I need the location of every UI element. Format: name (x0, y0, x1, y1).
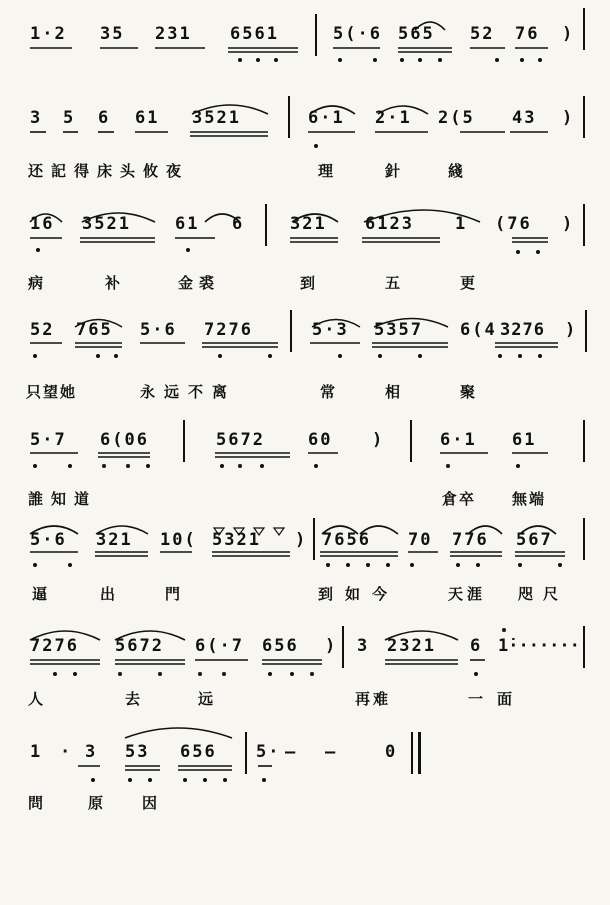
note-group: ) (562, 214, 575, 234)
lyric-text: 永远不离 (140, 383, 237, 401)
lyric-text: 五 (385, 274, 407, 292)
note-group: ) (562, 24, 575, 44)
note-group: ) (565, 320, 578, 340)
note-group: 16 (30, 214, 55, 234)
bar-line (583, 96, 585, 138)
note-group: 0 (385, 742, 398, 762)
note-group: 3521 (82, 214, 131, 234)
lyric-text: 到 (300, 274, 322, 292)
note-group: 656 (262, 636, 299, 656)
notation-row-4 (0, 320, 610, 360)
note-group: 2321 (387, 636, 436, 656)
note-group: 776 (452, 530, 489, 550)
note-group: 6·1 (308, 108, 345, 128)
lyric-row-5 (0, 488, 610, 510)
lyric-text: 相 (385, 383, 407, 401)
lyric-text: 再难 (355, 690, 392, 708)
note-group: 6·1 (440, 430, 477, 450)
note-group: 5·7 (30, 430, 67, 450)
notation-row-6 (0, 530, 610, 570)
note-group: 3 (357, 636, 370, 656)
note-group: 2·1 (375, 108, 412, 128)
note-group: 6 (470, 636, 483, 656)
lyric-row-7 (0, 688, 610, 710)
note-group: 7276 (204, 320, 253, 340)
note-group: 35 (100, 24, 125, 44)
note-group: ) (372, 430, 385, 450)
note-group: 61 (135, 108, 160, 128)
lyric-text: 人 (28, 690, 50, 708)
lyric-text: 去 (125, 690, 147, 708)
note-group: 6561 (230, 24, 279, 44)
note-group: 5·6 (30, 530, 67, 550)
lyric-text: 一面 (468, 690, 527, 708)
note-group: — (325, 742, 336, 762)
notation-row-5 (0, 430, 610, 470)
note-group: ) (295, 530, 308, 550)
note-group: 231 (155, 24, 192, 44)
lyric-text: 綫 (448, 162, 470, 180)
note-group: 6123 (365, 214, 414, 234)
lyric-text: 到如今 (318, 585, 400, 603)
note-group: 6(06 (100, 430, 149, 450)
note-group: 52 (470, 24, 495, 44)
note-group: 6(4 (460, 320, 497, 340)
note-group: 6 (98, 108, 111, 128)
lyric-text: 門 (165, 585, 187, 603)
notation-row-2 (0, 108, 610, 148)
notation-row-7 (0, 636, 610, 676)
bar-line (183, 420, 185, 462)
note-group: 5672 (115, 636, 164, 656)
note-group: 53 (125, 742, 150, 762)
lyric-row-6 (0, 583, 610, 605)
bar-line (585, 310, 587, 352)
note-group: 765 (76, 320, 113, 340)
note-group: ) (325, 636, 338, 656)
bar-line (265, 204, 267, 246)
lyric-text: 無端 (512, 490, 547, 508)
note-group: 6 (232, 214, 245, 234)
note-group: — (285, 742, 296, 762)
note-group: 43 (512, 108, 537, 128)
lyric-text: 出 (100, 585, 122, 603)
notation-row-3 (0, 214, 610, 254)
note-group: 5·3 (312, 320, 349, 340)
bar-line (313, 518, 315, 560)
lyric-row-4 (0, 381, 610, 403)
note-group: 70 (408, 530, 433, 550)
notation-row-8 (0, 742, 610, 782)
lyric-text: 倉卒 (442, 490, 477, 508)
lyric-text: 远 (198, 690, 220, 708)
lyric-text: 誰知道 (28, 490, 98, 508)
note-group: 60 (308, 430, 333, 450)
bar-line (342, 626, 344, 668)
lyric-text: 补 (105, 274, 127, 292)
note-group: 7656 (322, 530, 371, 550)
note-group: 1 (455, 214, 468, 234)
bar-line (288, 96, 290, 138)
note-group: 5 (63, 108, 76, 128)
lyric-text: 咫尺 (518, 585, 569, 603)
bar-line (583, 518, 585, 560)
lyric-text: 因 (142, 794, 164, 812)
lyric-row-2 (0, 160, 610, 182)
note-group: 1 (30, 742, 43, 762)
note-group: 5(·6 (333, 24, 382, 44)
bar-line (245, 732, 247, 774)
lyric-row-3 (0, 272, 610, 294)
note-group: 321 (290, 214, 327, 234)
note-group: 2(5 (438, 108, 475, 128)
final-bar-thick (418, 732, 421, 774)
note-group: 565 (398, 24, 435, 44)
lyric-text: 病 (28, 274, 50, 292)
lyric-text: 問 (28, 794, 50, 812)
note-group: 5357 (374, 320, 423, 340)
note-group: 6(·7 (195, 636, 244, 656)
bar-line (583, 204, 585, 246)
note-group: 61 (175, 214, 200, 234)
note-group: 321 (96, 530, 133, 550)
note-group: 10( (160, 530, 197, 550)
lyric-text: 天涯 (448, 585, 487, 603)
lyric-text: 原 (88, 794, 110, 812)
note-group: 5672 (216, 430, 265, 450)
note-group: 3 (30, 108, 43, 128)
lyric-text: 常 (320, 383, 342, 401)
note-group: 5·6 (140, 320, 177, 340)
note-group: 61 (512, 430, 537, 450)
bar-line (315, 14, 317, 56)
lyric-text: 更 (460, 274, 482, 292)
note-group: 3276 (500, 320, 545, 340)
bar-line (583, 420, 585, 462)
lyric-row-8 (0, 792, 610, 814)
lyric-text: 还記得床头攸夜 (28, 162, 190, 180)
note-group: 3 (85, 742, 98, 762)
lyric-text: 金裘 (178, 274, 221, 292)
note-group: 656 (180, 742, 217, 762)
bar-line (410, 420, 412, 462)
lyric-text: 逼 (32, 585, 54, 603)
lyric-text: 針 (385, 162, 407, 180)
note-group: 1·2 (30, 24, 67, 44)
note-group: ) (562, 108, 575, 128)
final-bar-thin (411, 732, 413, 774)
note-group: 5· (256, 742, 281, 762)
note-group: 1̇······· (498, 636, 580, 656)
note-group: · (60, 742, 73, 762)
lyric-text: 聚 (460, 383, 482, 401)
note-group: 52 (30, 320, 55, 340)
note-group: 76 (515, 24, 540, 44)
bar-line (583, 626, 585, 668)
bar-line (290, 310, 292, 352)
note-group: (76 (495, 214, 532, 234)
note-group: 7276 (30, 636, 79, 656)
bar-line (583, 8, 585, 50)
note-group: 3521 (192, 108, 241, 128)
note-group: 567 (516, 530, 553, 550)
lyric-text: 只望她 (26, 383, 78, 401)
lyric-text: 理 (318, 162, 340, 180)
notation-row-1 (0, 24, 610, 64)
note-group: 5321 (212, 530, 261, 550)
